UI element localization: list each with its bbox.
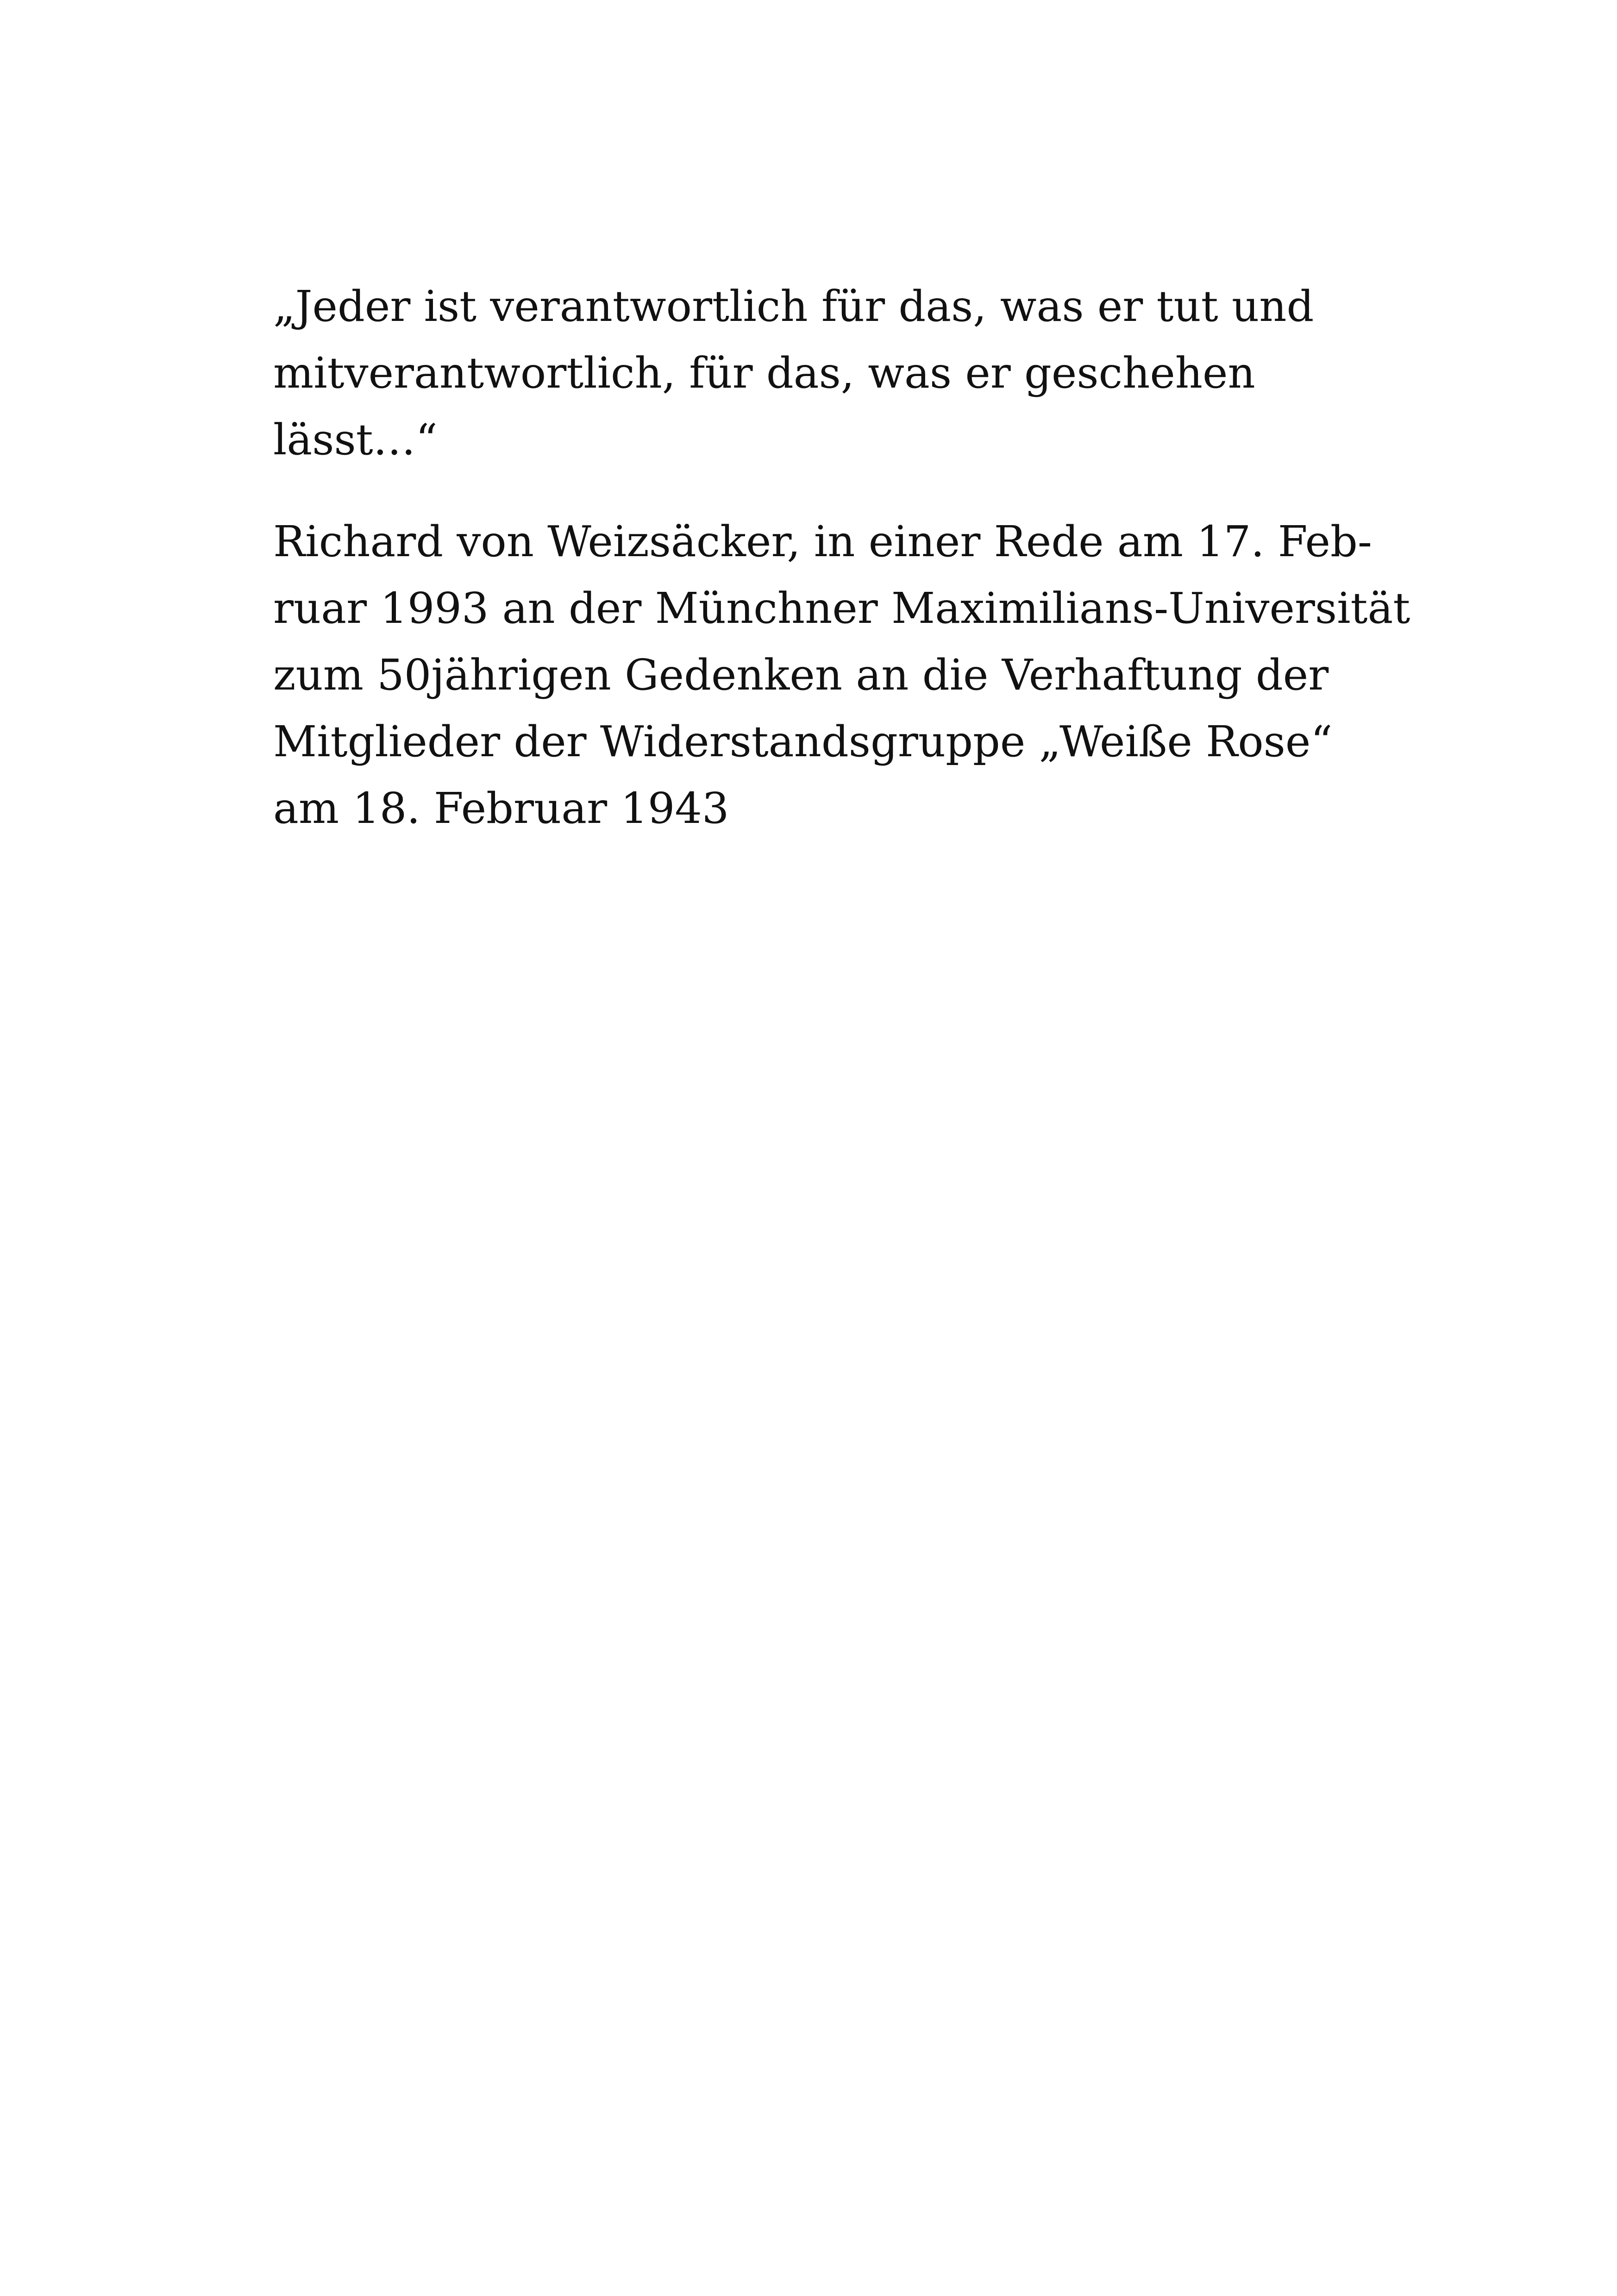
attribution-paragraph — [273, 508, 1431, 842]
quote-line: mitverantwortlich, für das, was er geschehen — [273, 348, 1255, 398]
attribution-line: Richard von Weizsäcker, in einer Rede am 17. Feb- — [273, 517, 1372, 566]
attribution-line: Mitglieder der Widerstandsgruppe „Weiße Rose“ — [273, 717, 1333, 766]
quote-line: „Jeder ist verantwortlich für das, was er tut und — [273, 282, 1314, 331]
attribution-line: am 18. Februar 1943 — [273, 784, 729, 833]
quote-paragraph — [273, 273, 1431, 473]
attribution-line: ruar 1993 an der Münchner Maximilians-Universität — [273, 583, 1410, 633]
attribution-line: zum 50jährigen Gedenken an die Verhaftung der — [273, 650, 1329, 700]
quote-line: lässt…“ — [273, 415, 438, 464]
